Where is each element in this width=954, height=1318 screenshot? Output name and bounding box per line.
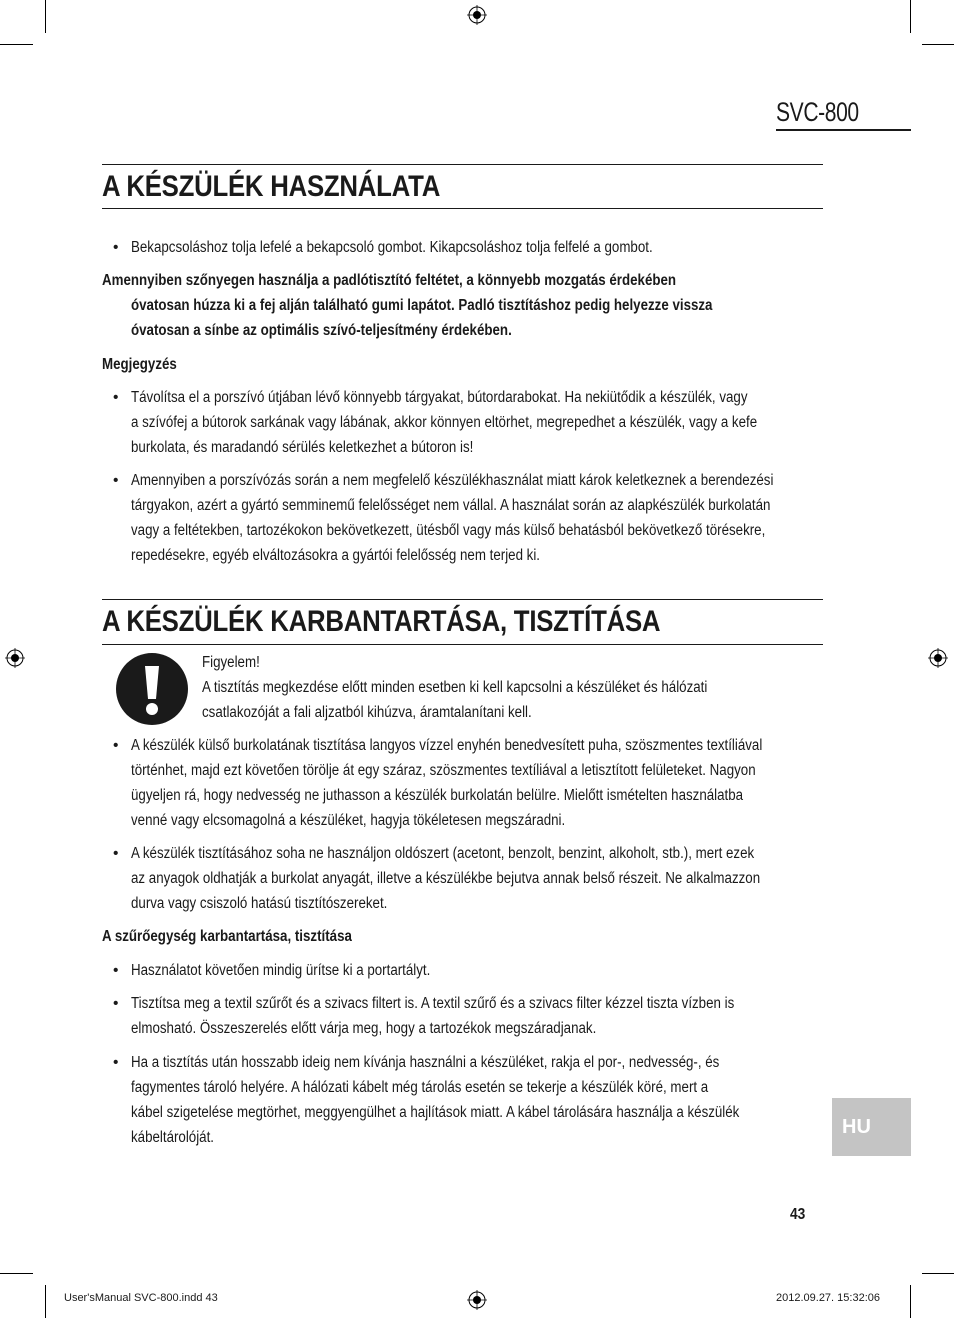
paragraph: ügyeljen rá, hogy nedvesség ne juthasson a készülék burkolatán belülre. Mielőtt ismételten használatba (131, 787, 744, 804)
paragraph: Ha a tisztítás után hosszabb ideig nem kívánja használni a készüléket, rakja el por-, nedvesség-, és (131, 1054, 720, 1071)
crop-mark (922, 44, 954, 45)
crop-mark (910, 1285, 911, 1318)
bullet: • (113, 737, 119, 754)
paragraph: Bekapcsoláshoz tolja lefelé a bekapcsoló gombot. Kikapcsoláshoz tolja felfelé a gombot. (131, 239, 653, 256)
paragraph: Használatot követően mindig ürítse ki a portartályt. (131, 962, 431, 979)
paragraph: kábel szigetelése megtörhet, meggyengülhet a hajlítások miatt. A kábel tárolására használja a készülék (131, 1104, 740, 1121)
section-rule (102, 599, 823, 600)
registration-mark-icon (467, 1290, 487, 1310)
section-title: A KÉSZÜLÉK HASZNÁLATA (102, 170, 441, 203)
paragraph: Amennyiben a porszívózás során a nem megfelelő készülékhasználat miatt károk keletkeznek a berendezési (131, 472, 774, 489)
subheading: Megjegyzés (102, 356, 177, 373)
warning-text: csatlakozóját a fali aljzatból kihúzva, áramtalanítani kell. (202, 704, 532, 721)
paragraph: durva vagy csiszoló hatású tisztítószereket. (131, 895, 388, 912)
paragraph: venné vagy elcsomagolná a készüléket, hagyja tökéletesen megszáradni. (131, 812, 566, 829)
model-name: SVC-800 (776, 97, 859, 127)
bold-paragraph: óvatosan húzza ki a fej alján található gumi lapátot. Padló tisztításhoz pedig helyezze vissza (131, 297, 713, 314)
paragraph: a szívófej a bútorok sarkának vagy lábának, akkor könnyen eltörhet, megrepedhet a készülék, vagy a kefe (131, 414, 758, 431)
paragraph: történhet, majd ezt követően törölje át egy száraz, szöszmentes textíliával a letisztított felületeket. Nagyon (131, 762, 756, 779)
exclamation-icon (116, 653, 188, 725)
registration-mark-icon (467, 5, 487, 25)
bullet: • (113, 845, 119, 862)
paragraph: tárgyakon, azért a gyártó semminemű felelősséget nem vállal. A használat során az alapkészülék burkolatán (131, 497, 771, 514)
paragraph: kábeltárolóját. (131, 1129, 215, 1146)
warning-text: A tisztítás megkezdése előtt minden esetben ki kell kapcsolni a készüléket és hálózati (202, 679, 708, 696)
paragraph: az anyagok oldhatják a burkolat anyagát, illetve a készülékbe bejutva annak belső részeit. Ne alkalmazzon (131, 870, 761, 887)
crop-mark (0, 44, 33, 45)
language-tab: HU (832, 1098, 911, 1156)
crop-mark (910, 0, 911, 33)
paragraph: A készülék külső burkolatának tisztítása langyos vízzel enyhén benedvesített puha, szöszmentes textíliával (131, 737, 763, 754)
warning-title: Figyelem! (202, 654, 260, 671)
model-underline (776, 129, 911, 131)
registration-mark-icon (928, 648, 948, 668)
paragraph: repedésekre, egyéb elváltozásokra a gyártói felelősség nem terjed ki. (131, 547, 541, 564)
warning-icon (116, 653, 188, 725)
paragraph: A készülék tisztításához soha ne használjon oldószert (acetont, benzolt, benzint, alkoholt, stb.), mert ezek (131, 845, 755, 862)
section-rule (102, 208, 823, 209)
bold-paragraph: Amennyiben szőnyegen használja a padlótisztító feltétet, a könnyebb mozgatás érdekében (102, 272, 677, 289)
paragraph: Távolítsa el a porszívó útjában lévő könnyebb tárgyakat, bútordarabokat. Ha nekiütődik a készülék, vagy (131, 389, 748, 406)
subheading: A szűrőegység karbantartása, tisztítása (102, 928, 352, 945)
footer-timestamp: 2012.09.27. 15:32:06 (776, 1292, 880, 1304)
section-rule (102, 164, 823, 165)
section-rule (102, 644, 823, 645)
paragraph: fagymentes tároló helyére. A hálózati kábelt még tárolás esetén se tekerje a készülék köré, mert a (131, 1079, 709, 1096)
crop-mark (922, 1273, 954, 1274)
bullet: • (113, 239, 119, 256)
bullet: • (113, 389, 119, 406)
crop-mark (45, 0, 46, 33)
bullet: • (113, 472, 119, 489)
paragraph: Tisztítsa meg a textil szűrőt és a szivacs filtert is. A textil szűrő és a szivacs filter kézzel tiszta vízben is (131, 995, 735, 1012)
paragraph: elmosható. Összeszerelés előtt várja meg, hogy a tartozékok megszáradjanak. (131, 1020, 597, 1037)
footer-file: User'sManual SVC-800.indd 43 (64, 1292, 218, 1304)
paragraph: burkolata, és maradandó sérülés keletkezhet a bútoron is! (131, 439, 474, 456)
bullet: • (113, 962, 119, 979)
bullet: • (113, 1054, 119, 1071)
page-number: 43 (790, 1206, 806, 1223)
section-title: A KÉSZÜLÉK KARBANTARTÁSA, TISZTÍTÁSA (102, 605, 661, 638)
crop-mark (0, 1273, 33, 1274)
bullet: • (113, 995, 119, 1012)
bold-paragraph: óvatosan a sínbe az optimális szívó-teljesítmény érdekében. (131, 322, 512, 339)
crop-mark (45, 1285, 46, 1318)
registration-mark-icon (5, 648, 25, 668)
paragraph: vagy a feltétekben, tartozékokon bekövetkezett, ütésből vagy más külső behatásból bekövetkező törésekre, (131, 522, 766, 539)
